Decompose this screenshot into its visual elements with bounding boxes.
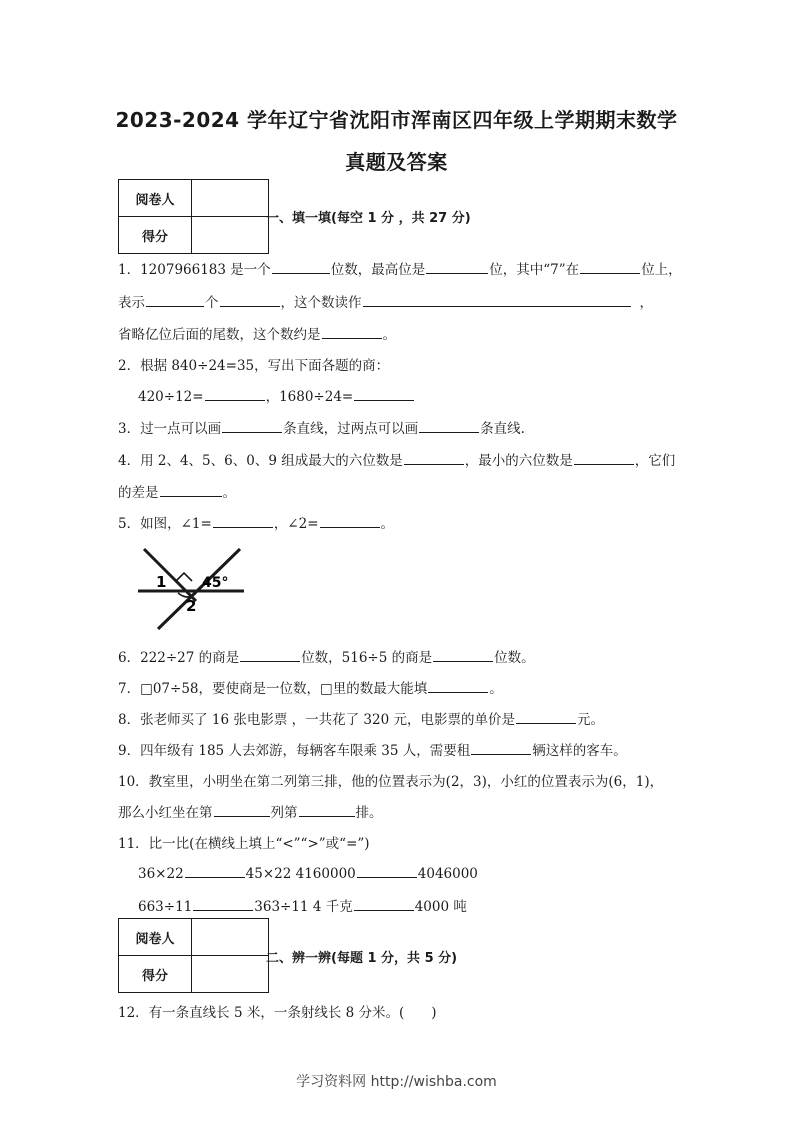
- section-heading-1: 一、填一填(每空 1 分 ，共 27 分): [266, 211, 471, 226]
- question-5: 5．如图，∠1= ，∠2= 。: [118, 516, 395, 532]
- answer-blank: [471, 741, 531, 755]
- score-label: 得分: [119, 956, 192, 993]
- score-box: [192, 217, 269, 254]
- question-4-line-1: 4．用 2、4、5、6、0、9 组成最大的六位数是 ，最小的六位数是 ，它们: [118, 453, 676, 469]
- answer-blank: [240, 648, 300, 662]
- score-label: 得分: [119, 217, 192, 254]
- grader-table: [118, 179, 269, 254]
- answer-blank: [419, 419, 479, 433]
- section-heading-2: 二、辨一辨(每题 1 分，共 5 分): [266, 951, 458, 966]
- angle-1-label: 1: [156, 573, 167, 591]
- answer-blank: [404, 451, 464, 465]
- answer-blank: [185, 864, 245, 878]
- question-1-line-1: 1．1207966183 是一个 位数，最高位是 位，其中“7”在 位上，: [118, 262, 682, 278]
- left-slanted-line: [144, 549, 196, 601]
- answer-blank: [322, 325, 382, 339]
- angle-figure: [136, 543, 248, 633]
- question-1-line-2: 表示 个 ，这个数读作 ，: [118, 295, 653, 311]
- answer-blank: [574, 451, 634, 465]
- footer-watermark: 学习资料网 http://wishba.com: [296, 1074, 497, 1090]
- question-2-line-1: 2．根据 840÷24=35，写出下面各题的商：: [118, 358, 390, 374]
- answer-blank: [222, 419, 282, 433]
- reviewer-box: [192, 919, 269, 956]
- answer-blank: [220, 293, 280, 307]
- question-11-row-2: 663÷11 363÷11 4 千克 4000 吨: [138, 899, 467, 915]
- score-box: [192, 956, 269, 993]
- page-title: 2023-2024 学年辽宁省沈阳市浑南区四年级上学期期末数学: [115, 108, 678, 132]
- answer-blank: [354, 897, 414, 911]
- answer-blank: [160, 483, 222, 497]
- answer-blank: [214, 803, 270, 817]
- question-1-line-3: 省略亿位后面的尾数，这个数约是 。: [118, 327, 396, 343]
- answer-blank: [146, 293, 204, 307]
- answer-blank: [516, 710, 576, 724]
- question-3: 3．过一点可以画 条直线，过两点可以画 条直线.: [118, 421, 525, 437]
- question-6: 6．222÷27 的商是 位数，516÷5 的商是 位数。: [118, 650, 535, 666]
- question-11: 11．比一比(在横线上填上“<”“>”或“=”): [118, 836, 370, 852]
- answer-blank: [320, 514, 380, 528]
- answer-blank: [205, 387, 265, 401]
- question-8: 8．张老师买了 16 张电影票 ，一共花了 320 元，电影票的单价是 元。: [118, 712, 604, 728]
- answer-blank: [357, 864, 417, 878]
- answer-blank: [272, 260, 330, 274]
- answer-blank: [363, 293, 631, 307]
- angle-45-label: 45°: [202, 575, 229, 591]
- answer-blank: [426, 260, 488, 274]
- answer-blank: [428, 679, 488, 693]
- answer-blank: [433, 648, 493, 662]
- answer-blank: [213, 514, 273, 528]
- question-2-line-2: 420÷12= ，1680÷24=: [138, 385, 415, 405]
- question-12: 12．有一条直线长 5 米，一条射线长 8 分米。( ): [118, 1005, 437, 1021]
- question-9: 9．四年级有 185 人去郊游，每辆客车限乘 35 人，需要租 辆这样的客车。: [118, 743, 627, 759]
- question-10-line-2: 那么小红坐在第 列第 排。: [118, 805, 383, 821]
- reviewer-label: 阅卷人: [119, 180, 192, 217]
- answer-blank: [193, 897, 253, 911]
- grader-table-2: [118, 918, 269, 993]
- question-10-line-1: 10．教室里，小明坐在第二列第三排，他的位置表示为(2，3)，小红的位置表示为(6，1)，: [118, 774, 664, 790]
- angle-2-label: 2: [186, 597, 197, 615]
- question-11-row-1: 36×22 45×22 4160000 4046000: [138, 866, 478, 882]
- reviewer-label: 阅卷人: [119, 919, 192, 956]
- reviewer-box: [192, 180, 269, 217]
- answer-blank: [354, 387, 414, 401]
- answer-blank: [299, 803, 355, 817]
- page-title-line2: 真题及答案: [345, 150, 448, 174]
- answer-blank: [580, 260, 640, 274]
- question-7: 7．□07÷58，要使商是一位数，□里的数最大能填 。: [118, 681, 503, 697]
- right-angle-mark: [176, 573, 192, 581]
- question-4-line-2: 的差是 。: [118, 485, 236, 501]
